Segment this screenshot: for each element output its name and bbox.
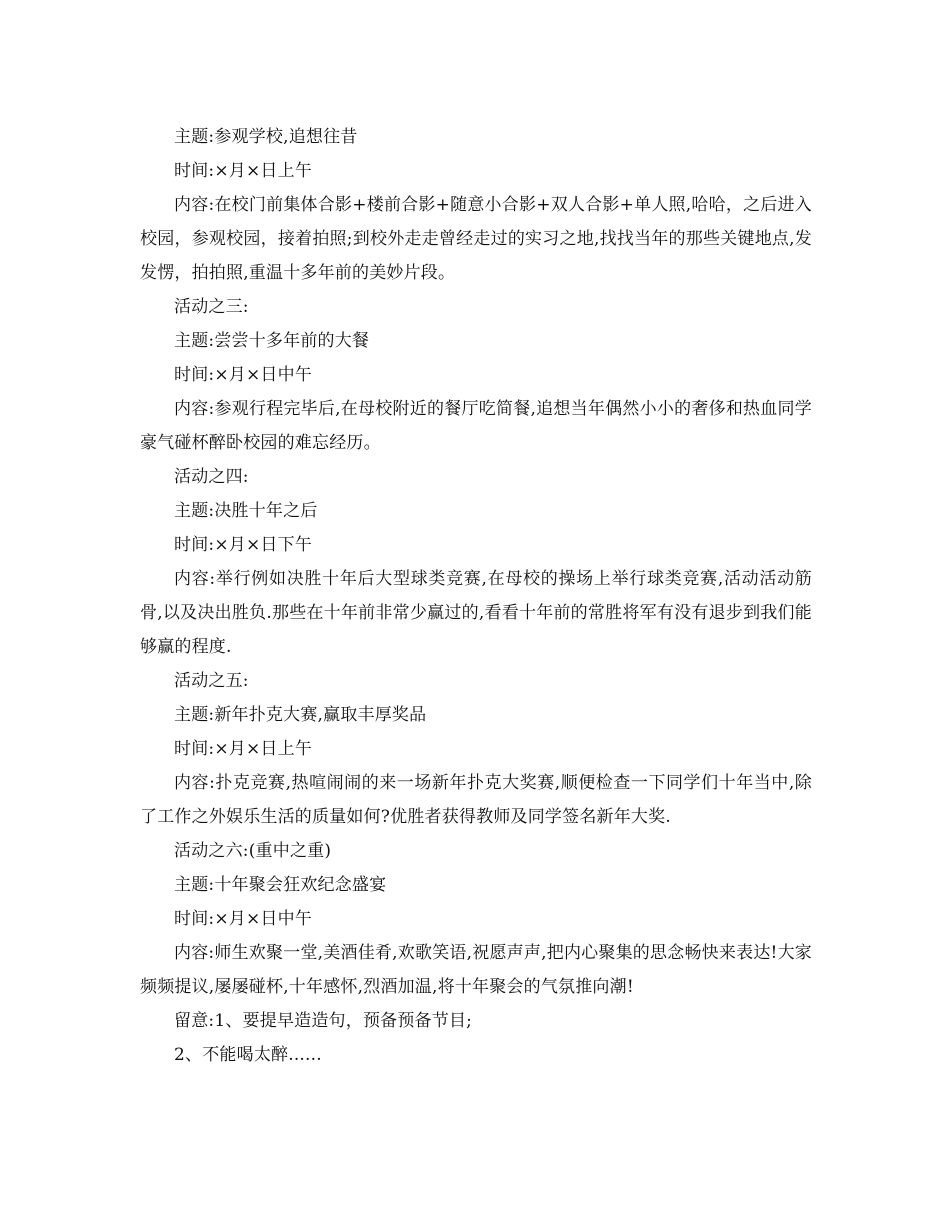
paragraph-activity-heading: 活动之五: <box>174 671 249 691</box>
paragraph-content: 内容:举行例如决胜十年后大型球类竞赛,在母校的操场上举行球类竞赛,活动活动筋骨,以及决出胜负.那些在十年前非常少赢过的,看看十年前的常胜将军有没有退步到我们能够赢的程度. <box>140 569 812 657</box>
paragraph-theme: 主题:尝尝十多年前的大餐 <box>174 331 370 351</box>
paragraph-time: 时间:×月×日下午 <box>174 535 313 555</box>
paragraph-time: 时间:×月×日中午 <box>174 365 313 385</box>
paragraph-theme: 主题:十年聚会狂欢纪念盛宴 <box>174 875 387 895</box>
paragraph-note-item: 2、不能喝太醉...... <box>174 1045 322 1065</box>
paragraph-theme-visit: 主题:参观学校,追想往昔 <box>174 127 358 147</box>
paragraph-time: 时间:×月×日上午 <box>174 739 313 759</box>
paragraph-content: 内容:在校门前集体合影+楼前合影+随意小合影+双人合影+单人照,哈哈，之后进入校园，参观校园，接着拍照;到校外走走曾经走过的实习之地,找找当年的那些关键地点,发发愣，拍拍照,重温十多年前的美妙片段。 <box>140 195 812 283</box>
paragraph-activity-heading: 活动之六:(重中之重) <box>174 841 332 861</box>
paragraph-time: 时间:×月×日上午 <box>174 161 313 181</box>
document-body <box>140 120 812 1072</box>
paragraph-activity-heading: 活动之三: <box>174 297 249 317</box>
paragraph-note: 留意:1、要提早造造句，预备预备节目; <box>174 1011 473 1031</box>
paragraph-time: 时间:×月×日中午 <box>174 909 313 929</box>
paragraph-content: 内容:扑克竞赛,热喧闹闹的来一场新年扑克大奖赛,顺便检查一下同学们十年当中,除了工作之外娱乐生活的质量如何?优胜者获得教师及同学签名新年大奖. <box>140 773 812 827</box>
paragraph-content: 内容:参观行程完毕后,在母校附近的餐厅吃简餐,追想当年偶然小小的奢侈和热血同学豪气碰杯醉卧校园的难忘经历。 <box>140 399 812 453</box>
paragraph-content: 内容:师生欢聚一堂,美酒佳肴,欢歌笑语,祝愿声声,把内心聚集的思念畅快来表达!大家频频提议,屡屡碰杯,十年感怀,烈酒加温,将十年聚会的气氛推向潮! <box>140 943 812 997</box>
paragraph-theme: 主题:新年扑克大赛,赢取丰厚奖品 <box>174 705 427 725</box>
paragraph-activity-heading: 活动之四: <box>174 467 249 487</box>
paragraph-theme: 主题:决胜十年之后 <box>174 501 318 521</box>
